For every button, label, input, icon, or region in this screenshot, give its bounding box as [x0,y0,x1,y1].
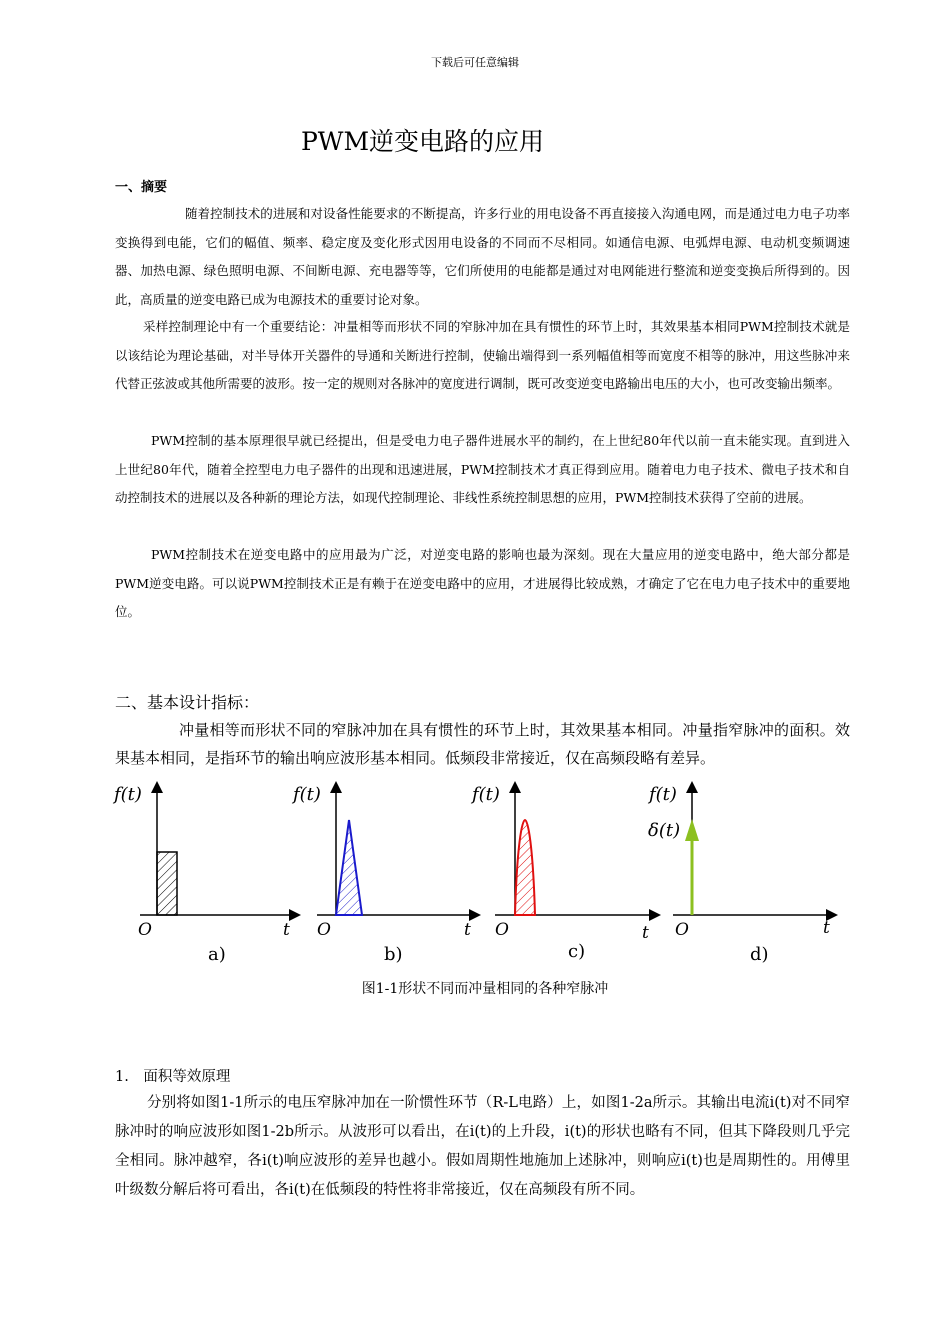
section-heading-design: 二、基本设计指标： [115,693,260,712]
abstract-paragraph-1: 随着控制技术的进展和对设备性能要求的不断提高，许多行业的用电设备不再直接接入沟通电网，而是通过电力电子功率变换得到电能，它们的幅值、频率、稳定度及变化形式因用电设备的不同而不尽相同。如通信电源、电弧焊电源、电动机变频调速器、加热电源、绿色照明电源、不间断电源、充电器等等，它们所使用的电能都是通过对电网能进行整流和逆变变换后所得到的。因此，高质量的逆变电路已成为电源技术的重要讨论对象。 [115,206,850,307]
panel-c-sine-pulse [470,784,655,962]
panel-label-c: c) [568,941,586,962]
triangle-pulse-shape [336,820,362,915]
origin-d: O [675,920,689,940]
subsection-heading-area-equivalence: 1. 面积等效原理 [115,1069,231,1085]
panel-a-rect-pulse [112,784,295,965]
page-header: 下载后可任意编辑 [431,56,519,69]
xlabel-b: t [464,920,471,940]
xlabel-d: t [823,918,830,938]
panel-label-d: d) [750,944,769,965]
panel-label-b: b) [384,944,403,965]
ylabel-d: f(t) [649,784,677,805]
sine-pulse-shape [515,820,535,915]
xlabel-c: t [642,923,649,943]
rect-pulse-shape [157,852,177,915]
abstract-paragraph-2: 采样控制理论中有一个重要结论：冲量相等而形状不同的窄脉冲加在具有惯性的环节上时，其效果基本相同PWM控制技术就是以该结论为理论基础，对半导体开关器件的导通和关断进行控制，使输出端得到一系列幅值相等而宽度不相等的脉冲，用这些脉冲来代替正弦波或其他所需要的波形。按一定的规则对各脉冲的宽度进行调制，既可改变逆变电路输出电压的大小，也可改变输出频率。 [115,319,850,391]
delta-arrow-head [685,819,699,841]
xlabel-a: t [283,920,290,940]
narrow-pulse-figure [110,775,850,975]
ylabel-c: f(t) [472,784,500,805]
panel-d-delta-pulse [647,784,832,965]
design-paragraph: 冲量相等而形状不同的窄脉冲加在具有惯性的环节上时，其效果基本相同。冲量指窄脉冲的面积。效果基本相同，是指环节的输出响应波形基本相同。低频段非常接近，仅在高频段略有差异。 [115,721,850,767]
origin-a: O [138,920,152,940]
panel-b-triangle-pulse [291,784,475,965]
page-title: PWM逆变电路的应用 [300,127,545,156]
ylabel-b: f(t) [293,784,321,805]
origin-b: O [317,920,331,940]
delta-label: δ(t) [648,820,681,841]
ylabel-a: f(t) [114,784,142,805]
abstract-paragraph-3: PWM控制的基本原理很早就已经提出，但是受电力电子器件进展水平的制约，在上世纪80年代以前一直未能实现。直到进入上世纪80年代，随着全控型电力电子器件的出现和迅速进展，PWM控制技术才真正得到应用。随着电力电子技术、微电子技术和自动控制技术的进展以及各种新的理论方法，如现代控制理论、非线性系统控制思想的应用，PWM控制技术获得了空前的进展。 [115,433,850,505]
panel-label-a: a) [208,944,226,965]
section-heading-abstract: 一、摘要 [115,180,168,195]
abstract-paragraph-4: PWM控制技术在逆变电路中的应用最为广泛，对逆变电路的影响也最为深刻。现在大量应用的逆变电路中，绝大部分都是PWM逆变电路。可以说PWM控制技术正是有赖于在逆变电路中的应用，才进展得比较成熟，才确定了它在电力电子技术中的重要地位。 [115,547,850,619]
figure-caption: 图1-1形状不同而冲量相同的各种窄脉冲 [361,981,609,997]
origin-c: O [495,920,509,940]
area-equivalence-paragraph: 分别将如图1-1所示的电压窄脉冲加在一阶惯性环节（R-L电路）上，如图1-2a所示。其输出电流i(t)对不同窄脉冲时的响应波形如图1-2b所示。从波形可以看出，在i(t)的上升段，i(t)的形状也略有不同，但其下降段则几乎完全相同。脉冲越窄，各i(t)响应波形的差异也越小。假如周期性地施加上述脉冲，则响应i(t)也是周期性的。用傅里叶级数分解后将可看出，各i(t)在低频段的特性将非常接近，仅在高频段有所不同。 [115,1095,850,1198]
